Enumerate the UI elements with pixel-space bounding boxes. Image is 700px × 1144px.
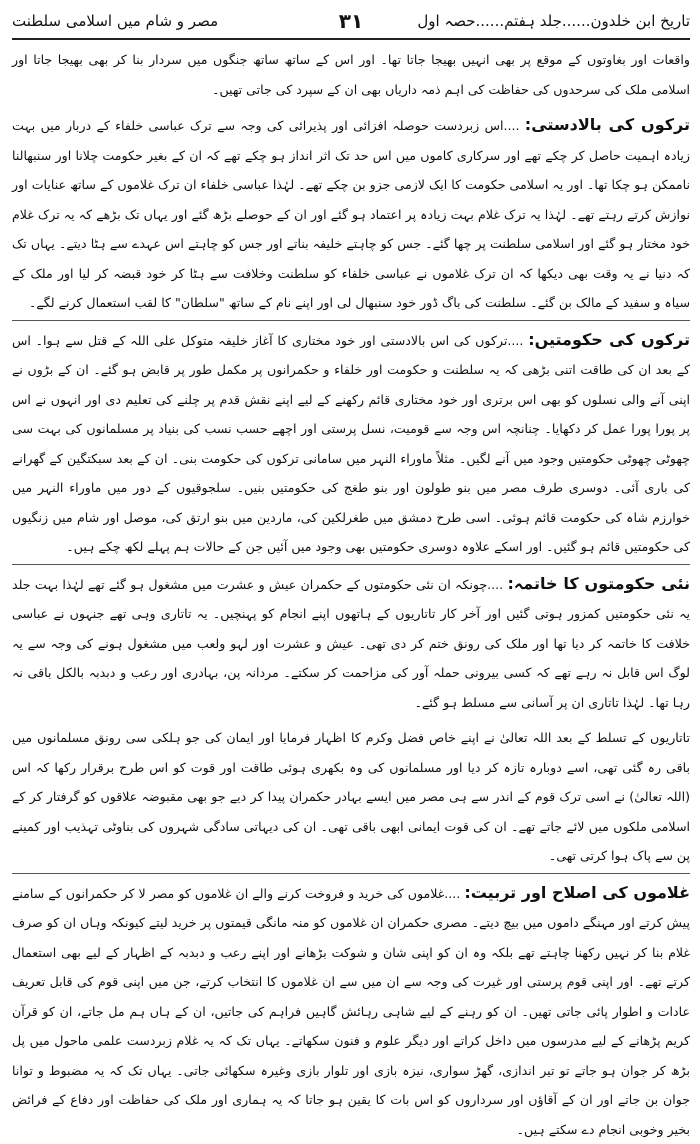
paragraph-4 (12, 569, 690, 718)
divider (12, 873, 690, 874)
divider (12, 564, 690, 565)
paragraph-5 (12, 723, 690, 871)
page-header (12, 4, 690, 40)
book-title: تاریخ ابن خلدون......جلد ہفتم......حصہ اول (430, 12, 690, 30)
paragraph-heading: ترکوں کی حکومتیں: (528, 330, 690, 349)
page-number: ۳۱ (272, 9, 430, 33)
paragraph-3 (12, 325, 690, 562)
paragraph-text: ....چونکہ ان نئی حکومتوں کے حکمران عیش و عشرت میں مشغول ہو گئے تھے لہٰذا بہت جلد یہ نئی حکومتیں کمزور ہوتی گئیں اور آخر کار تاتاریوں کے ہاتھوں اپنے انجام کو پہنچیں۔ یہ تاتاری وہی تھے جنہوں نے عباسی خلافت کا خاتمہ کر دیا تھا اور ملک کی رونق ختم کر دی تھی۔ عیش و عشرت اور لہو ولعب میں مشغول ہونے کی وجہ سے یہ لوگ اس قابل نہ رہے تھے کہ کسی بیرونی حملہ آور کی مزاحمت کر سکتے۔ مردانہ پن، بہادری اور رعب و دبدبہ بالکل باقی نہ رہا تھا۔ لہٰذا تاتاری ان پر آسانی سے مسلط ہو گئے۔ (12, 577, 690, 710)
paragraph-2 (12, 110, 690, 318)
divider (12, 320, 690, 321)
chapter-title: مصر و شام میں اسلامی سلطنت (12, 12, 272, 30)
paragraph-text: واقعات اور بغاوتوں کے موقع پر بھی انہیں بھیجا جاتا تھا۔ اور اس کے ساتھ ساتھ جنگوں میں سردار بنا کر بھی بھیجا جاتا اور اسلامی ملک کی سرحدوں کی حفاظت کی اہم ذمہ داریاں بھی ان کے سپرد کی جاتی تھیں۔ (12, 52, 690, 97)
paragraph-heading: ترکوں کی بالادستی: (525, 115, 690, 134)
paragraph-heading: غلاموں کی اصلاح اور تربیت: (464, 883, 690, 902)
paragraph-heading: نئی حکومتوں کا خاتمہ: (507, 574, 690, 593)
paragraph-text: تاتاریوں کے تسلط کے بعد اللہ تعالیٰ نے اپنے خاص فضل وکرم کا اظہار فرمایا اور ایمان کی جو ہلکی سی رونق مسلمانوں میں باقی رہ گئی تھی، اسے دوبارہ تازہ کر دیا اور مسلمانوں کی وہ بکھری ہوئی طاقت اور قوت کو اس طرح برقرار رکھا کہ اس (اللہ تعالیٰ) نے اسی ترک قوم کے اندر سے ہی مصر میں ایسے بہادر حکمران پیدا کر دیے جو بھی مقبوضہ علاقوں کو گرفتار کر کے اسلامی ملکوں میں لائے جاتے تھے۔ ان کی قوت ایمانی ابھی باقی تھی۔ ان کی دیہاتی سادگی شہروں کی بناوٹی تہذیب اور کمینے پن سے پاک ہوا کرتی تھی۔ (12, 730, 690, 863)
paragraph-text: ....ترکوں کی اس بالادستی اور خود مختاری کا آغاز خلیفہ متوکل علی اللہ کے قتل سے ہوا۔ اس کے بعد ان کی طاقت اتنی بڑھی کہ یہ سلطنت و حکومت اور خلفاء و حکمرانوں پر مکمل طور پر قابض ہو گئے۔ ان کے بڑوں نے اپنی آنے والی نسلوں کو بھی اس برتری اور خود مختاری قائم رکھنے کے لیے اپنے نقش قدم پر چلنے کی تعلیم دی اور انہوں نے اس پر پورا پورا عمل کر دکھایا۔ چنانچہ اس وجہ سے قومیت، نسل پرستی اور اچھے حسب نسب کی بنیاد پر مسلمانوں کی بہت سی چھوٹی چھوٹی حکومتیں وجود میں آنے لگیں۔ مثلاً ماوراء النہر میں سامانی ترکوں کی حکومت بنی۔ ان کے بعد سبکتگین کے گھرانے کی باری آئی۔ دوسری طرف مصر میں بنو طولون اور بنو طغج کی حکومتیں بنیں۔ سلجوقیوں کے دور میں ماوراء النہر میں خوارزم شاہ کی حکومت قائم ہوئی۔ اسی طرح دمشق میں طغرلکین کی، ماردین میں بنو ارتق کی، موصل اور شام میں زنگیوں کی حکومتیں قائم ہو گئیں۔ اور اسکے علاوہ دوسری حکومتیں بھی وجود میں آئیں جن کے حالات ہم پہلے لکھ چکے ہیں۔ (12, 333, 690, 555)
paragraph-text: ....اس زبردست حوصلہ افزائی اور پذیرائی کی وجہ سے ترک عباسی خلفاء کے دربار میں بہت زیادہ اہمیت حاصل کر چکے تھے اور سرکاری کاموں میں اس حد تک اثر انداز ہو چکے تھے کہ ان کے بغیر حکومت چلانا اور سنبھالنا ناممکن ہو چکا تھا۔ اور یہ اسلامی حکومت کا ایک لازمی جزو بن چکے تھے۔ لہٰذا عباسی خلفاء ان ترک غلاموں کے ساتھ عنایات اور نوازش کرتے رہتے تھے۔ لہٰذا یہ ترک غلام بہت زیادہ پر اعتماد ہو گئے اور ان کے حوصلے بڑھ گئے اور یہاں تک بڑھے کہ یہ ترک غلام خود مختار ہو گئے اور اسلامی سلطنت پر چھا گئے۔ جس کو چاہتے خلیفہ بناتے اور جس کو چاہتے اس عہدے سے ہٹا دیتے۔ یہاں تک کہ دنیا نے یہ وقت بھی دیکھا کہ ان ترک غلاموں نے عباسی خلفاء کو سلطنت وخلافت سے ہٹا کر خود قبضہ کر لیا اور ملک کے سیاہ و سفید کے مالک بن گئے۔ سلطنت کی باگ ڈور خود سنبھال لی اور اپنے نام کے ساتھ "سلطان" کا لقب استعمال کرنے لگے۔ (12, 118, 690, 310)
paragraph-6 (12, 878, 690, 1144)
page-body (12, 44, 690, 963)
paragraph-1 (12, 44, 690, 104)
paragraph-text: ....غلاموں کی خرید و فروخت کرنے والے ان غلاموں کو مصر لا کر حکمرانوں کے سامنے پیش کرتے اور مہنگے داموں میں بیچ دیتے۔ مصری حکمران ان غلاموں کو منہ مانگی قیمتوں پر خرید لیتے کیونکہ وہاں ان کو صرف غلام بنا کر نہیں رکھنا چاہتے تھے بلکہ وہ ان کو اپنی شان و شوکت بڑھانے اور اپنے رعب و دبدبہ کے اظہار کے لیے بھی استعمال کرتے تھے۔ اور اپنی قوم پرستی اور غیرت کی وجہ سے ان میں سے ان غلاموں کا انتخاب کرتے، جن میں اپنی قوم کی قابل تعریف عادات و اطوار پائی جاتی تھیں۔ ان کو رہنے کے لیے شاہی رہائش گاہیں فراہم کی جاتیں، ان کے ہاں ہم مل جاتے، ان کو قرآن کریم پڑھانے کے لیے مدرسوں میں داخل کراتے اور دیگر علوم و فنون سکھاتے۔ یہاں تک کہ یہ غلام زبردست علمی ماحول میں پل بڑھ کر جوان ہو جاتے تو تیر اندازی، گھڑ سواری، نیزہ بازی اور تلوار بازی وغیرہ سکھائی جاتی۔ یہاں تک کہ یہ مضبوط و توانا جوان بن جاتے اور ان کے آقاؤں اور سرداروں کو اس بات کا یقین ہو جاتا کہ یہ ہماری اور ملک کی حفاظت اور دفاع کے فرائض بخیر وخوبی انجام دے سکتے ہیں۔ (12, 886, 690, 1137)
